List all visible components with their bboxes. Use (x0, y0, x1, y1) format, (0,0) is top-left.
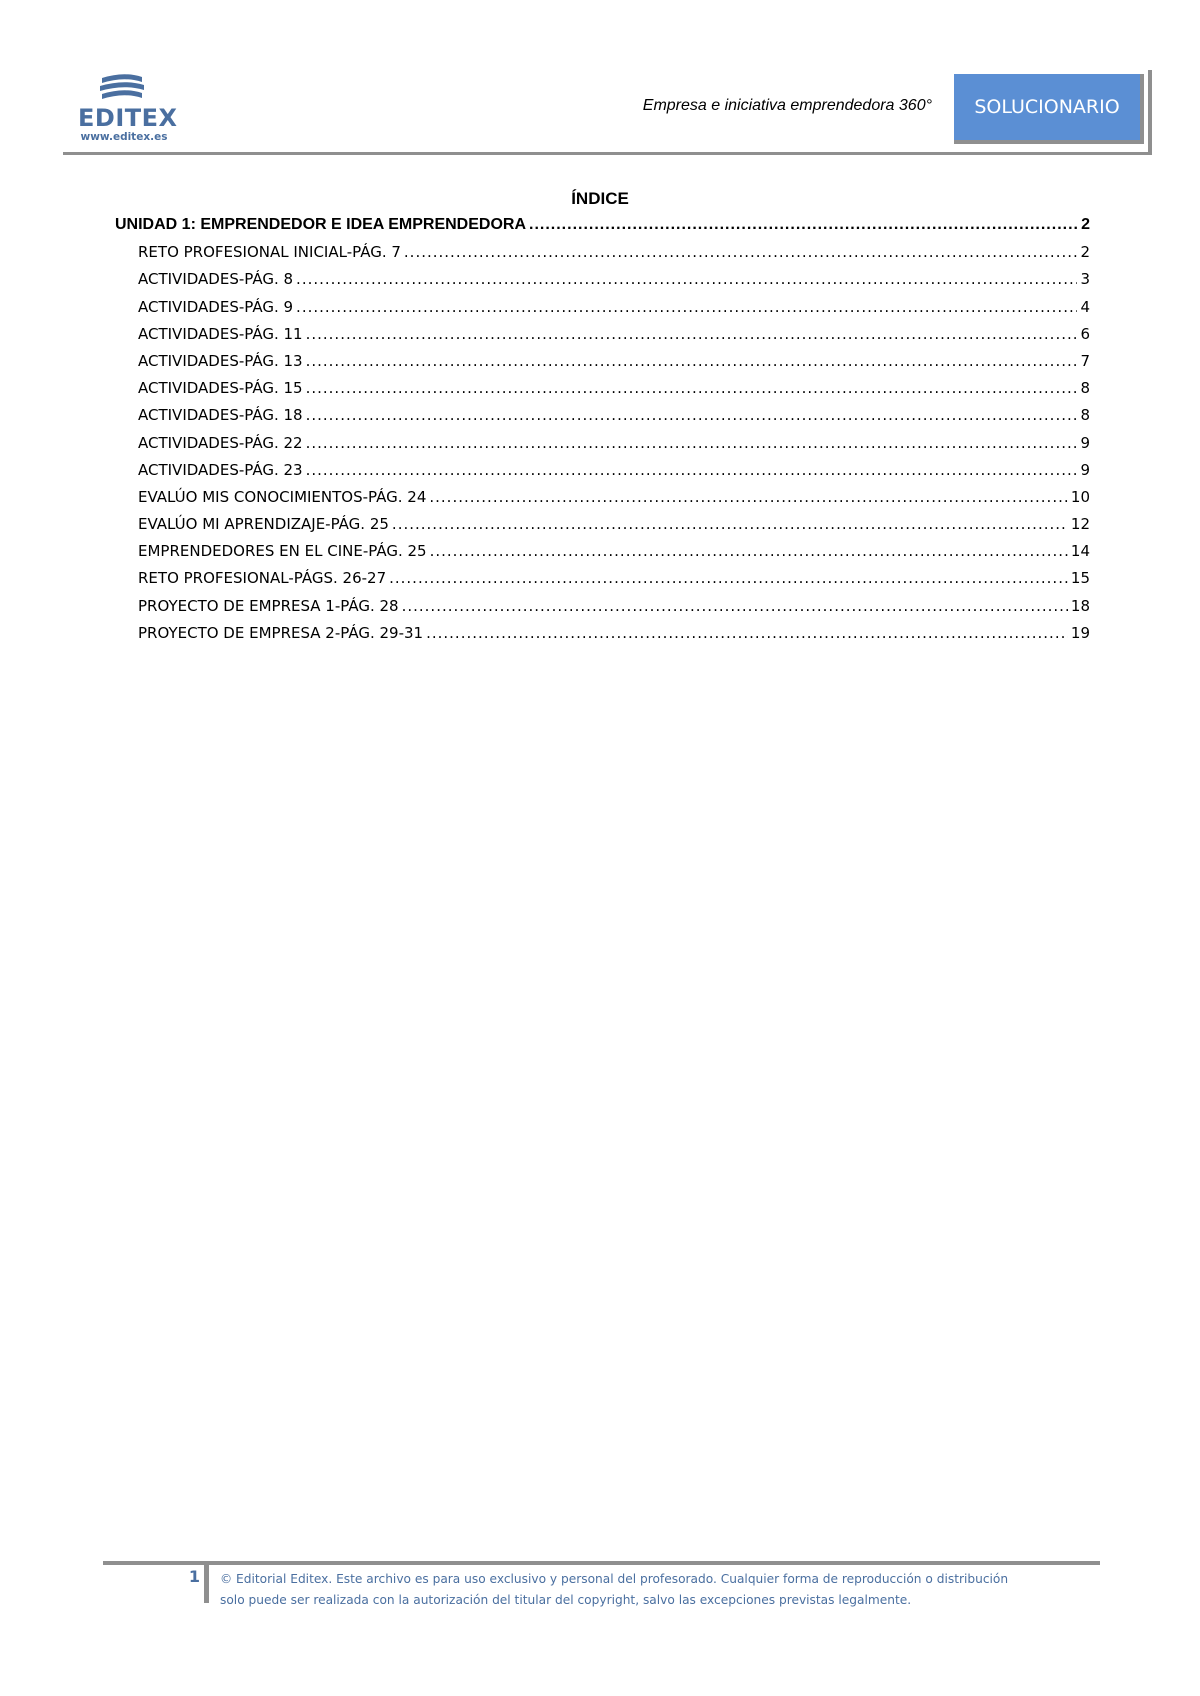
toc-entry[interactable] (115, 406, 1090, 433)
toc-entry-page: 12 (1070, 515, 1090, 534)
toc-entry-page: 15 (1070, 569, 1090, 588)
toc-entry[interactable] (115, 434, 1090, 461)
toc-leader-dots (402, 597, 1068, 615)
toc-entry-label: ACTIVIDADES-PÁG. 15 (138, 379, 303, 398)
page-number: 1 (188, 1567, 200, 1586)
toc-entry[interactable] (115, 325, 1090, 352)
toc-entry-page: 10 (1070, 487, 1090, 506)
toc-leader-dots (306, 406, 1078, 424)
toc-entry-page: 7 (1080, 351, 1090, 370)
toc-entry-label: ACTIVIDADES-PÁG. 22 (138, 433, 303, 452)
footer-divider (204, 1561, 209, 1603)
toc-leader-dots (296, 270, 1077, 288)
toc-entry-page: 8 (1080, 406, 1090, 425)
toc-entry[interactable] (115, 352, 1090, 379)
logo-url: www.editex.es (80, 131, 168, 143)
toc-entry[interactable] (115, 243, 1090, 270)
toc-entry-label: EMPRENDEDORES EN EL CINE-PÁG. 25 (138, 542, 427, 561)
copyright-line-1: © Editorial Editex. Este archivo es para uso exclusivo y personal del profesorado. Cualquier forma de reproducción o distribución (220, 1572, 1009, 1586)
toc-leader-dots (392, 515, 1068, 533)
toc-entry-label: RETO PROFESIONAL-PÁGS. 26-27 (138, 569, 387, 588)
toc-leader-dots (389, 569, 1068, 587)
toc-entry-label: RETO PROFESIONAL INICIAL-PÁG. 7 (138, 243, 401, 262)
toc-title: ÍNDICE (571, 189, 629, 208)
toc-leader-dots (426, 624, 1068, 642)
toc-leader-dots (306, 352, 1078, 370)
header-side-rule (1148, 70, 1152, 155)
toc-entry-label: ACTIVIDADES-PÁG. 18 (138, 406, 303, 425)
toc-entry-label: ACTIVIDADES-PÁG. 23 (138, 460, 303, 479)
toc-entry-label: UNIDAD 1: EMPRENDEDOR E IDEA EMPRENDEDORA (115, 216, 526, 233)
toc-entry-label: ACTIVIDADES-PÁG. 11 (138, 324, 303, 343)
solucionario-badge-label: SOLUCIONARIO (974, 96, 1120, 118)
logo-wordmark: EDITEX (78, 104, 178, 132)
toc-entry-label: EVALÚO MIS CONOCIMIENTOS-PÁG. 24 (138, 487, 427, 506)
toc-entry-page: 4 (1080, 297, 1090, 316)
toc-leader-dots (529, 216, 1078, 234)
toc-items (115, 243, 1090, 651)
toc-entry[interactable] (115, 488, 1090, 515)
toc-entry-page: 9 (1080, 460, 1090, 479)
toc-entry-label: ACTIVIDADES-PÁG. 8 (138, 270, 294, 289)
toc-entry-page: 9 (1080, 433, 1090, 452)
toc-entry-page: 14 (1070, 542, 1090, 561)
toc-entry[interactable] (115, 515, 1090, 542)
toc-entry[interactable] (115, 542, 1090, 569)
toc-entry-label: PROYECTO DE EMPRESA 1-PÁG. 28 (138, 596, 399, 615)
header-rule (63, 152, 1151, 155)
table-of-contents (115, 216, 1090, 651)
toc-leader-dots (306, 379, 1078, 397)
toc-entry-page: 19 (1070, 623, 1090, 642)
toc-entry[interactable] (115, 298, 1090, 325)
toc-leader-dots (430, 542, 1068, 560)
toc-entry-label: ACTIVIDADES-PÁG. 13 (138, 351, 303, 370)
toc-leader-dots (429, 488, 1068, 506)
copyright-line-2: solo puede ser realizada con la autorización del titular del copyright, salvo las excepciones previstas legalmente. (220, 1593, 912, 1607)
toc-entry[interactable] (115, 569, 1090, 596)
toc-leader-dots (306, 325, 1078, 343)
toc-leader-dots (306, 434, 1078, 452)
toc-entry-page: 8 (1080, 379, 1090, 398)
toc-entry[interactable] (115, 461, 1090, 488)
toc-entry-page: 3 (1080, 270, 1090, 289)
toc-entry[interactable] (115, 597, 1090, 624)
toc-entry-unit[interactable] (115, 216, 1090, 243)
toc-entry[interactable] (115, 270, 1090, 297)
copyright-notice (220, 1569, 1090, 1611)
toc-entry-label: PROYECTO DE EMPRESA 2-PÁG. 29-31 (138, 623, 424, 642)
footer-rule (103, 1561, 1100, 1565)
toc-entry[interactable] (115, 379, 1090, 406)
toc-leader-dots (306, 461, 1078, 479)
toc-entry-page: 2 (1081, 216, 1090, 233)
toc-entry-page: 2 (1080, 243, 1090, 262)
toc-entry-page: 6 (1080, 324, 1090, 343)
toc-entry-label: ACTIVIDADES-PÁG. 9 (138, 297, 294, 316)
solucionario-badge (954, 74, 1144, 144)
toc-entry[interactable] (115, 624, 1090, 651)
books-icon (78, 72, 170, 106)
toc-leader-dots (404, 243, 1078, 261)
editex-logo (78, 72, 178, 144)
toc-entry-page: 18 (1070, 596, 1090, 615)
toc-leader-dots (296, 298, 1077, 316)
header-subject: Empresa e iniciativa emprendedora 360° (642, 97, 932, 114)
toc-entry-label: EVALÚO MI APRENDIZAJE-PÁG. 25 (138, 515, 389, 534)
